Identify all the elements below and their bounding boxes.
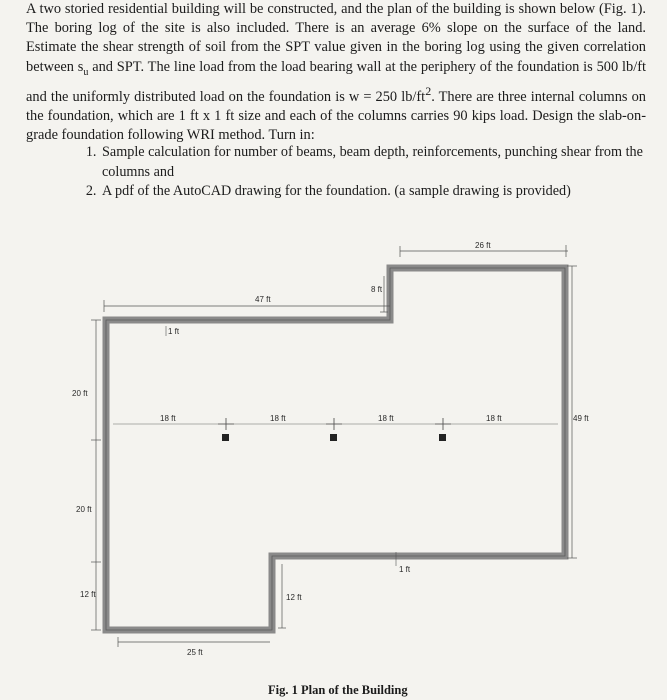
dim-span-4: 18 ft: [486, 414, 502, 423]
su-symbol: s: [77, 58, 84, 75]
dim-20ft-lower: 20 ft: [76, 505, 92, 514]
dim-25ft: 25 ft: [187, 648, 203, 657]
dim-span-3: 18 ft: [378, 414, 394, 423]
dim-1ft-bottom: 1 ft: [399, 565, 411, 574]
problem-loads: and SPT. The line load from the load bearing wall at the periphery of the foundation is 500 lb/ft and the uniformly distributed load on the foundation is w = 250 lb/ft: [26, 58, 646, 105]
figure-caption: Fig. 1 Plan of the Building: [268, 683, 408, 697]
column-1: [222, 434, 229, 441]
dim-12ft-left: 12 ft: [80, 590, 96, 599]
dim-47ft: 47 ft: [255, 295, 271, 304]
su-subscript: u: [83, 66, 89, 78]
problem-rest: . There are three internal columns on the foundation, which are 1 ft x 1 ft size and each of the columns carries 90 kips load. Design the slab-on-grade foundation following WRI method. Turn in:: [26, 88, 646, 143]
dim-8ft: 8 ft: [371, 285, 383, 294]
column-markers: [218, 418, 451, 441]
dim-span-2: 18 ft: [270, 414, 286, 423]
dim-span-1: 18 ft: [160, 414, 176, 423]
dim-20ft-upper: 20 ft: [72, 389, 88, 398]
building-wall-outline: [106, 268, 565, 630]
dim-1ft-top: 1 ft: [168, 327, 180, 336]
problem-intro: A two storied residential building will be constructed, and the plan of the building is shown below (Fig. 1). The boring log of the site is also included. There is an average 6% slope on the surface of the land. Estimate the shear strength of soil from the SPT value given in the boring log using the given correlation between: [26, 1, 646, 75]
dim-49ft: 49 ft: [573, 414, 589, 423]
dim-12ft-mid: 12 ft: [286, 593, 302, 602]
column-3: [439, 434, 446, 441]
task-item-1: 1. Sample calculation for number of beams, beam depth, reinforcements, punching shear from the columns and: [100, 143, 667, 182]
column-2: [330, 434, 337, 441]
squared-superscript: 2: [425, 83, 432, 98]
task-item-2: 2. A pdf of the AutoCAD drawing for the foundation. (a sample drawing is provided): [100, 182, 667, 202]
dim-26ft: 26 ft: [475, 241, 491, 250]
